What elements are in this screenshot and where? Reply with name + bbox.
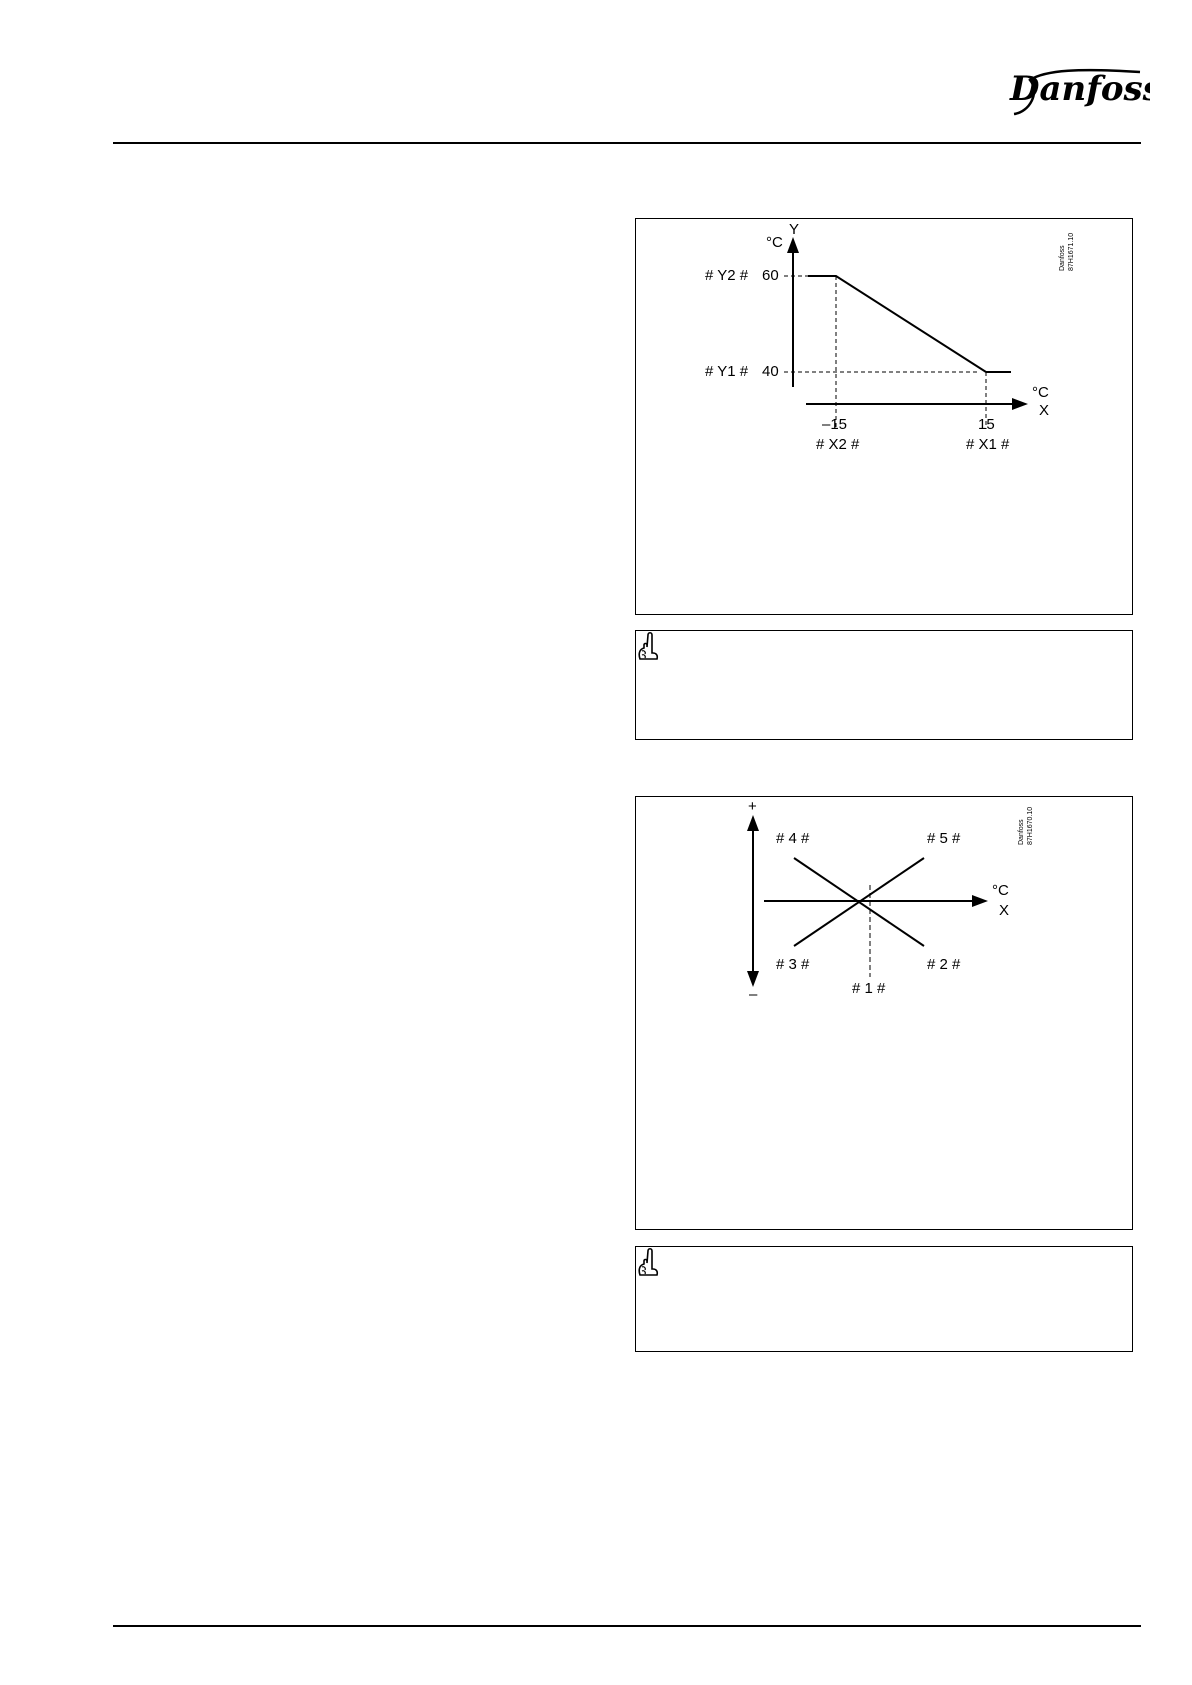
header-rule [113, 142, 1141, 144]
curve-label-2: # 2 # [927, 956, 961, 973]
x-axis-arrow [1012, 398, 1028, 410]
curve-label-5: # 5 # [927, 830, 961, 847]
note-box-1 [635, 630, 1133, 740]
x2-label: # X2 # [816, 436, 860, 453]
minus-label: – [749, 986, 758, 1003]
diagram-heating-curve [635, 218, 1133, 615]
x-unit-label-2: °C [992, 882, 1009, 899]
pointing-hand-icon [636, 631, 662, 665]
curve-types-svg [636, 797, 1134, 1231]
x1-value: 15 [978, 416, 995, 433]
heating-curve-line [808, 276, 1011, 372]
x-axis-label: X [1039, 402, 1050, 419]
y1-value: 40 [762, 363, 779, 380]
pointing-hand-icon [636, 1247, 662, 1281]
diagram-curve-types [635, 796, 1133, 1230]
x-axis-label-2: X [999, 902, 1010, 919]
curve-label-4: # 4 # [776, 830, 810, 847]
danfoss-logo [1000, 62, 1150, 120]
note-box-2 [635, 1246, 1133, 1352]
doc-id-2: Danfoss 87H1670.10 [1018, 806, 1034, 845]
x1-label: # X1 # [966, 436, 1010, 453]
doc-id-1: Danfoss 87H1671.10 [1059, 232, 1075, 271]
curve-label-3: # 3 # [776, 956, 810, 973]
footer-rule [113, 1625, 1141, 1627]
y2-label: # Y2 # [705, 267, 749, 284]
y2-value: 60 [762, 267, 779, 284]
y-axis-label: Y [789, 221, 800, 238]
curve-label-1: # 1 # [852, 980, 886, 997]
y1-label: # Y1 # [705, 363, 749, 380]
plus-label: + [748, 798, 757, 815]
x2-value: –15 [822, 416, 848, 433]
y-unit-label: °C [766, 234, 783, 251]
x-unit-label: °C [1032, 384, 1049, 401]
logo-text: Danfoss [1010, 69, 1150, 109]
y-axis-arrow [787, 237, 799, 253]
